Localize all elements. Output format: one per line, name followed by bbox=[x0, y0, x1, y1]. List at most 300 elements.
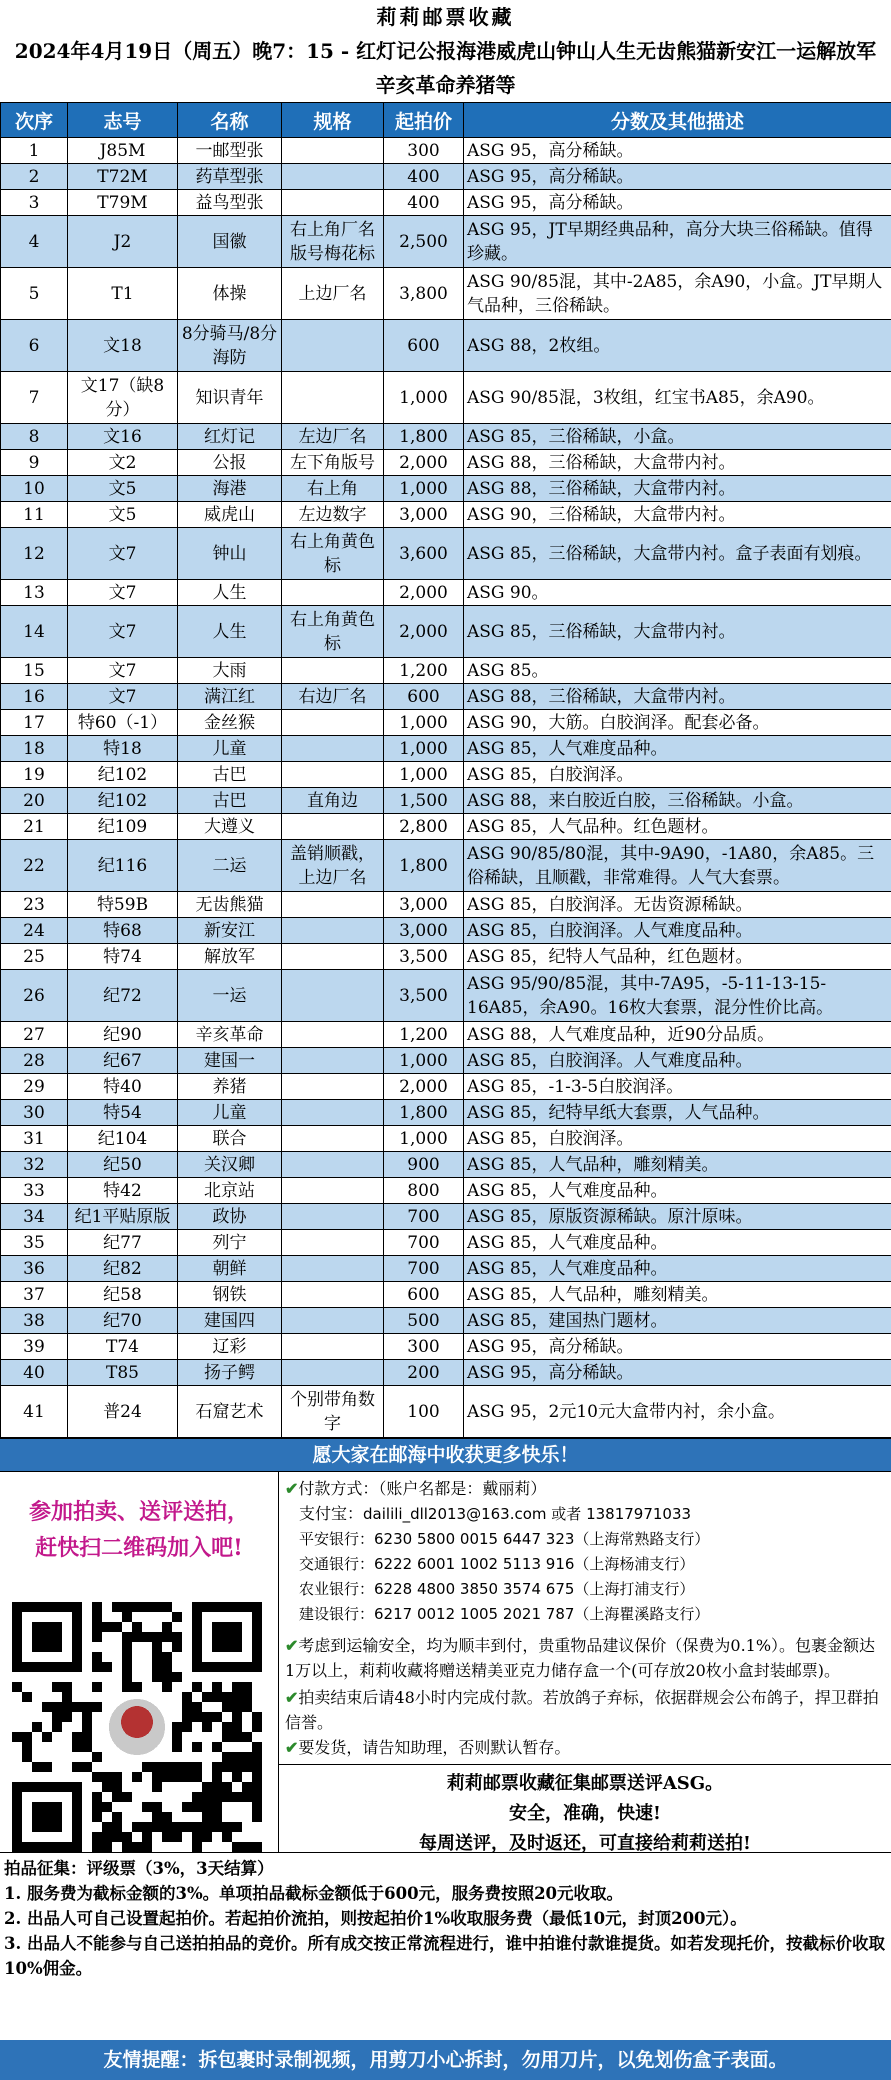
cell-spec bbox=[282, 1022, 384, 1048]
cell-name: 养猪 bbox=[178, 1074, 282, 1100]
cell-price: 600 bbox=[384, 320, 464, 372]
rule-1: 1. 服务费为截标金额的3%。单项拍品截标金额低于600元，服务费按照20元收取。 bbox=[4, 1884, 624, 1903]
cell-code: 文2 bbox=[68, 450, 178, 476]
cell-name: 大雨 bbox=[178, 658, 282, 684]
cell-no: 22 bbox=[1, 840, 68, 892]
cell-name: 儿童 bbox=[178, 1100, 282, 1126]
wish-banner: 愿大家在邮海中收获更多快乐！ bbox=[0, 1438, 891, 1471]
cell-code: J85M bbox=[68, 138, 178, 164]
cell-name: 二运 bbox=[178, 840, 282, 892]
table-row bbox=[1, 970, 891, 1022]
cell-spec: 盖销顺戳，上边厂名 bbox=[282, 840, 384, 892]
cell-no: 23 bbox=[1, 892, 68, 918]
bank-branch: （上海杨浦支行） bbox=[574, 1555, 695, 1573]
cell-spec bbox=[282, 1334, 384, 1360]
qr-code-icon[interactable] bbox=[12, 1602, 262, 1852]
bank-name: 交通银行： bbox=[299, 1555, 375, 1573]
cell-name: 钢铁 bbox=[178, 1282, 282, 1308]
table-row bbox=[1, 502, 891, 528]
cell-no: 26 bbox=[1, 970, 68, 1022]
cell-price: 1,000 bbox=[384, 710, 464, 736]
cell-price: 1,000 bbox=[384, 736, 464, 762]
cell-code: 特60（-1） bbox=[68, 710, 178, 736]
cell-code: 文7 bbox=[68, 528, 178, 580]
cell-code: 特68 bbox=[68, 918, 178, 944]
cell-name: 金丝猴 bbox=[178, 710, 282, 736]
cell-name: 体操 bbox=[178, 268, 282, 320]
header bbox=[0, 0, 891, 102]
cell-code: T74 bbox=[68, 1334, 178, 1360]
table-row bbox=[1, 1126, 891, 1152]
payment-title: 付款方式：（账户名都是：戴丽莉） bbox=[298, 1479, 547, 1498]
payment-info bbox=[279, 1472, 891, 1764]
table-row bbox=[1, 1204, 891, 1230]
cell-desc: ASG 85，-1-3-5白胶润泽。 bbox=[464, 1074, 891, 1100]
cell-spec bbox=[282, 1100, 384, 1126]
cell-price: 100 bbox=[384, 1386, 464, 1438]
cell-name: 人生 bbox=[178, 606, 282, 658]
cell-name: 解放军 bbox=[178, 944, 282, 970]
cell-name: 无齿熊猫 bbox=[178, 892, 282, 918]
table-row bbox=[1, 1022, 891, 1048]
col-header-price: 起拍价 bbox=[384, 103, 464, 138]
cell-desc: ASG 90/85/80混，其中-9A90，-1A80，余A85。三俗稀缺，且顺戳，非常难得。人气大套票。 bbox=[464, 840, 891, 892]
table-row bbox=[1, 1282, 891, 1308]
cell-name: 北京站 bbox=[178, 1178, 282, 1204]
table-row bbox=[1, 1230, 891, 1256]
cell-code: T72M bbox=[68, 164, 178, 190]
bank-name: 农业银行： bbox=[299, 1580, 375, 1598]
cell-spec bbox=[282, 1256, 384, 1282]
cell-spec bbox=[282, 710, 384, 736]
alipay-account[interactable]: dailili_dll2013@163.com 或者 13817971033 bbox=[363, 1505, 692, 1523]
promo-panel bbox=[0, 1472, 279, 1852]
rules-section bbox=[0, 1853, 891, 1984]
cell-spec: 右上角 bbox=[282, 476, 384, 502]
cell-no: 35 bbox=[1, 1230, 68, 1256]
cell-no: 33 bbox=[1, 1178, 68, 1204]
table-row bbox=[1, 190, 891, 216]
cell-no: 32 bbox=[1, 1152, 68, 1178]
cell-name: 红灯记 bbox=[178, 424, 282, 450]
cell-price: 600 bbox=[384, 684, 464, 710]
cell-code: J2 bbox=[68, 216, 178, 268]
table-row bbox=[1, 892, 891, 918]
table-row bbox=[1, 580, 891, 606]
cell-no: 2 bbox=[1, 164, 68, 190]
cell-desc: ASG 85，白胶润泽。 bbox=[464, 762, 891, 788]
cell-no: 12 bbox=[1, 528, 68, 580]
table-row bbox=[1, 944, 891, 970]
cell-no: 3 bbox=[1, 190, 68, 216]
cell-code: 纪109 bbox=[68, 814, 178, 840]
cell-no: 1 bbox=[1, 138, 68, 164]
cell-no: 10 bbox=[1, 476, 68, 502]
table-row bbox=[1, 216, 891, 268]
promo-line-2: 赶快扫二维码加入吧! bbox=[35, 1535, 243, 1561]
cell-code: 纪90 bbox=[68, 1022, 178, 1048]
bank-branch: （上海打浦支行） bbox=[574, 1580, 695, 1598]
cell-spec: 左下角版号 bbox=[282, 450, 384, 476]
table-row bbox=[1, 138, 891, 164]
cell-spec bbox=[282, 1204, 384, 1230]
cell-name: 关汉卿 bbox=[178, 1152, 282, 1178]
table-row bbox=[1, 736, 891, 762]
cell-name: 古巴 bbox=[178, 762, 282, 788]
cell-price: 1,000 bbox=[384, 476, 464, 502]
cell-price: 2,000 bbox=[384, 606, 464, 658]
table-row bbox=[1, 1256, 891, 1282]
cell-code: 纪82 bbox=[68, 1256, 178, 1282]
cell-desc: ASG 95，高分稀缺。 bbox=[464, 1334, 891, 1360]
table-row bbox=[1, 710, 891, 736]
table-row bbox=[1, 684, 891, 710]
cell-desc: ASG 85，人气品种。红色题材。 bbox=[464, 814, 891, 840]
cell-desc: ASG 85，三俗稀缺，大盒带内衬。盒子表面有划痕。 bbox=[464, 528, 891, 580]
bank-item bbox=[285, 1577, 885, 1602]
cell-spec bbox=[282, 1074, 384, 1100]
cell-desc: ASG 90，三俗稀缺，大盒带内衬。 bbox=[464, 502, 891, 528]
cell-no: 9 bbox=[1, 450, 68, 476]
cell-spec bbox=[282, 164, 384, 190]
cell-no: 31 bbox=[1, 1126, 68, 1152]
cell-price: 800 bbox=[384, 1178, 464, 1204]
table-row bbox=[1, 268, 891, 320]
cell-no: 8 bbox=[1, 424, 68, 450]
table-row bbox=[1, 762, 891, 788]
cell-name: 威虎山 bbox=[178, 502, 282, 528]
cell-desc: ASG 85，人气品种，雕刻精美。 bbox=[464, 1282, 891, 1308]
cell-no: 17 bbox=[1, 710, 68, 736]
cell-desc: ASG 95，2元10元大盒带内衬，余小盒。 bbox=[464, 1386, 891, 1438]
cell-spec bbox=[282, 944, 384, 970]
table-row bbox=[1, 1048, 891, 1074]
cell-code: T79M bbox=[68, 190, 178, 216]
table-row bbox=[1, 528, 891, 580]
cell-code: 文18 bbox=[68, 320, 178, 372]
cell-desc: ASG 95/90/85混，其中-7A95，-5-11-13-15-16A85，余A90。16枚大套票，混分性价比高。 bbox=[464, 970, 891, 1022]
cell-name: 政协 bbox=[178, 1204, 282, 1230]
cell-no: 19 bbox=[1, 762, 68, 788]
bank-account[interactable]: 6230 5800 0015 6447 323 bbox=[374, 1530, 575, 1548]
cell-code: 纪50 bbox=[68, 1152, 178, 1178]
col-header-spec: 规格 bbox=[282, 103, 384, 138]
asg-line-1: 莉莉邮票收藏征集邮票送评ASG。 bbox=[446, 1773, 724, 1794]
cell-desc: ASG 88，人气难度品种，近90分品质。 bbox=[464, 1022, 891, 1048]
cell-price: 1,000 bbox=[384, 372, 464, 424]
table-row bbox=[1, 918, 891, 944]
cell-no: 14 bbox=[1, 606, 68, 658]
bank-item bbox=[285, 1602, 885, 1627]
cell-no: 40 bbox=[1, 1360, 68, 1386]
cell-desc: ASG 88，三俗稀缺，大盒带内衬。 bbox=[464, 684, 891, 710]
cell-code: 普24 bbox=[68, 1386, 178, 1438]
cell-spec bbox=[282, 1178, 384, 1204]
bank-name: 平安银行： bbox=[299, 1530, 375, 1548]
cell-spec bbox=[282, 1048, 384, 1074]
cell-code: 特59B bbox=[68, 892, 178, 918]
bank-branch: （上海瞿溪路支行） bbox=[574, 1605, 710, 1623]
cell-no: 21 bbox=[1, 814, 68, 840]
cell-name: 大遵义 bbox=[178, 814, 282, 840]
cell-no: 18 bbox=[1, 736, 68, 762]
cell-price: 300 bbox=[384, 1334, 464, 1360]
col-header-name: 名称 bbox=[178, 103, 282, 138]
cell-price: 200 bbox=[384, 1360, 464, 1386]
cell-spec: 上边厂名 bbox=[282, 268, 384, 320]
cell-price: 3,500 bbox=[384, 944, 464, 970]
check-icon: ✔ bbox=[285, 1479, 299, 1498]
cell-price: 400 bbox=[384, 164, 464, 190]
cell-no: 13 bbox=[1, 580, 68, 606]
cell-desc: ASG 88，来白胶近白胶，三俗稀缺。小盒。 bbox=[464, 788, 891, 814]
cell-price: 1,800 bbox=[384, 840, 464, 892]
cell-no: 7 bbox=[1, 372, 68, 424]
col-header-no: 次序 bbox=[1, 103, 68, 138]
cell-desc: ASG 85，人气难度品种。 bbox=[464, 736, 891, 762]
bank-item bbox=[285, 1527, 885, 1552]
cell-code: 文16 bbox=[68, 424, 178, 450]
cell-spec: 右上角厂名版号梅花标 bbox=[282, 216, 384, 268]
cell-code: 特40 bbox=[68, 1074, 178, 1100]
cell-desc: ASG 95，高分稀缺。 bbox=[464, 190, 891, 216]
cell-spec bbox=[282, 320, 384, 372]
cell-no: 27 bbox=[1, 1022, 68, 1048]
cell-spec bbox=[282, 138, 384, 164]
cell-name: 一运 bbox=[178, 970, 282, 1022]
col-header-code: 志号 bbox=[68, 103, 178, 138]
cell-no: 30 bbox=[1, 1100, 68, 1126]
footer-reminder: 友情提醒：拆包裹时录制视频，用剪刀小心拆封，勿用刀片，以免划伤盒子表面。 bbox=[0, 2040, 891, 2080]
cell-desc: ASG 95，高分稀缺。 bbox=[464, 164, 891, 190]
cell-name: 扬子鳄 bbox=[178, 1360, 282, 1386]
cell-code: 文5 bbox=[68, 502, 178, 528]
cell-price: 3,600 bbox=[384, 528, 464, 580]
table-row bbox=[1, 476, 891, 502]
cell-spec: 左边厂名 bbox=[282, 424, 384, 450]
table-row bbox=[1, 1308, 891, 1334]
bank-branch: （上海常熟路支行） bbox=[574, 1530, 710, 1548]
page-title: 莉莉邮票收藏 bbox=[376, 5, 515, 29]
cell-price: 2,000 bbox=[384, 450, 464, 476]
bank-account[interactable]: 6222 6001 1002 5113 916 bbox=[374, 1555, 575, 1573]
cell-no: 34 bbox=[1, 1204, 68, 1230]
cell-code: 文7 bbox=[68, 606, 178, 658]
cell-name: 联合 bbox=[178, 1126, 282, 1152]
cell-no: 29 bbox=[1, 1074, 68, 1100]
cell-code: 文5 bbox=[68, 476, 178, 502]
cell-price: 1,800 bbox=[384, 1100, 464, 1126]
table-row bbox=[1, 1100, 891, 1126]
cell-name: 公报 bbox=[178, 450, 282, 476]
rule-2: 2. 出品人可自己设置起拍价。若起拍价流拍，则按起拍价1%收取服务费（最低10元，封顶200元）。 bbox=[4, 1909, 747, 1928]
cell-spec bbox=[282, 814, 384, 840]
table-header-row bbox=[1, 103, 891, 138]
cell-no: 41 bbox=[1, 1386, 68, 1438]
cell-no: 36 bbox=[1, 1256, 68, 1282]
cell-price: 1,000 bbox=[384, 1126, 464, 1152]
cell-spec bbox=[282, 190, 384, 216]
cell-spec bbox=[282, 970, 384, 1022]
cell-name: 辽彩 bbox=[178, 1334, 282, 1360]
cell-desc: ASG 85，白胶润泽。 bbox=[464, 1126, 891, 1152]
cell-desc: ASG 90。 bbox=[464, 580, 891, 606]
cell-name: 辛亥革命 bbox=[178, 1022, 282, 1048]
cell-price: 1,200 bbox=[384, 1022, 464, 1048]
promo-line-1: 参加拍卖、送评送拍， bbox=[28, 1499, 249, 1525]
cell-spec bbox=[282, 892, 384, 918]
cell-spec: 右边厂名 bbox=[282, 684, 384, 710]
table-row bbox=[1, 1178, 891, 1204]
cell-spec: 右上角黄色标 bbox=[282, 528, 384, 580]
cell-name: 列宁 bbox=[178, 1230, 282, 1256]
cell-code: 纪70 bbox=[68, 1308, 178, 1334]
cell-spec bbox=[282, 762, 384, 788]
cell-price: 2,000 bbox=[384, 1074, 464, 1100]
cell-price: 500 bbox=[384, 1308, 464, 1334]
cell-code: 纪102 bbox=[68, 788, 178, 814]
cell-no: 4 bbox=[1, 216, 68, 268]
cell-name: 8分骑马/8分海防 bbox=[178, 320, 282, 372]
cell-spec bbox=[282, 1152, 384, 1178]
cell-price: 1,200 bbox=[384, 658, 464, 684]
table-row bbox=[1, 450, 891, 476]
cell-desc: ASG 88，三俗稀缺，大盒带内衬。 bbox=[464, 476, 891, 502]
table-row bbox=[1, 1074, 891, 1100]
cell-price: 1,800 bbox=[384, 424, 464, 450]
info-section bbox=[0, 1471, 891, 1853]
cell-spec: 直角边 bbox=[282, 788, 384, 814]
cell-desc: ASG 90/85混，3枚组，红宝书A85，余A90。 bbox=[464, 372, 891, 424]
promo-text bbox=[0, 1494, 278, 1566]
cell-desc: ASG 85，三俗稀缺，小盒。 bbox=[464, 424, 891, 450]
cell-spec bbox=[282, 658, 384, 684]
cell-no: 39 bbox=[1, 1334, 68, 1360]
cell-code: 文17（缺8分） bbox=[68, 372, 178, 424]
table-row bbox=[1, 840, 891, 892]
cell-name: 儿童 bbox=[178, 736, 282, 762]
bank-item bbox=[285, 1552, 885, 1577]
cell-spec bbox=[282, 1282, 384, 1308]
cell-name: 建国一 bbox=[178, 1048, 282, 1074]
table-row bbox=[1, 788, 891, 814]
cell-price: 300 bbox=[384, 138, 464, 164]
bank-list bbox=[285, 1527, 885, 1627]
cell-no: 28 bbox=[1, 1048, 68, 1074]
cell-spec bbox=[282, 1360, 384, 1386]
cell-name: 新安江 bbox=[178, 918, 282, 944]
table-row bbox=[1, 1334, 891, 1360]
auction-table bbox=[0, 102, 891, 1438]
cell-spec bbox=[282, 918, 384, 944]
cell-price: 2,500 bbox=[384, 216, 464, 268]
cell-code: 纪67 bbox=[68, 1048, 178, 1074]
cell-spec: 个别带角数字 bbox=[282, 1386, 384, 1438]
cell-price: 600 bbox=[384, 1282, 464, 1308]
cell-name: 知识青年 bbox=[178, 372, 282, 424]
cell-desc: ASG 85，原版资源稀缺。原汁原味。 bbox=[464, 1204, 891, 1230]
cell-name: 国徽 bbox=[178, 216, 282, 268]
cell-name: 古巴 bbox=[178, 788, 282, 814]
cell-no: 25 bbox=[1, 944, 68, 970]
cell-name: 药草型张 bbox=[178, 164, 282, 190]
page-subtitle: 2024年4月19日（周五）晚7：15 - 红灯记公报海港威虎山钟山人生无齿熊猫新安江一运解放军辛亥革命养猪等 bbox=[14, 39, 877, 97]
cell-no: 6 bbox=[1, 320, 68, 372]
cell-spec bbox=[282, 1126, 384, 1152]
cell-name: 满江红 bbox=[178, 684, 282, 710]
cell-code: 纪1平贴原版 bbox=[68, 1204, 178, 1230]
cell-desc: ASG 85，人气难度品种。 bbox=[464, 1256, 891, 1282]
cell-name: 朝鲜 bbox=[178, 1256, 282, 1282]
cell-price: 3,000 bbox=[384, 918, 464, 944]
cell-desc: ASG 85，人气品种，雕刻精美。 bbox=[464, 1152, 891, 1178]
payment-panel bbox=[279, 1472, 891, 1852]
cell-desc: ASG 85，白胶润泽。人气难度品种。 bbox=[464, 918, 891, 944]
cell-price: 700 bbox=[384, 1230, 464, 1256]
cell-desc: ASG 88，三俗稀缺，大盒带内衬。 bbox=[464, 450, 891, 476]
cell-no: 11 bbox=[1, 502, 68, 528]
table-row bbox=[1, 658, 891, 684]
shipping-request-note: 要发货，请告知助理，否则默认暂存。 bbox=[298, 1738, 571, 1757]
cell-price: 1,000 bbox=[384, 762, 464, 788]
cell-price: 3,000 bbox=[384, 892, 464, 918]
cell-price: 700 bbox=[384, 1256, 464, 1282]
check-icon: ✔ bbox=[285, 1688, 299, 1707]
cell-price: 700 bbox=[384, 1204, 464, 1230]
shipping-note: 考虑到运输安全，均为顺丰到付，贵重物品建议保价（保费为0.1%）。包裹金额达1万以上，莉莉收藏将赠送精美亚克力储存盒一个(可存放20枚小盒封装邮票)。 bbox=[285, 1636, 876, 1680]
cell-desc: ASG 85，纪特早纸大套票，人气品种。 bbox=[464, 1100, 891, 1126]
cell-code: 特42 bbox=[68, 1178, 178, 1204]
cell-price: 1,000 bbox=[384, 1048, 464, 1074]
table-row bbox=[1, 1360, 891, 1386]
bank-account[interactable]: 6217 0012 1005 2021 787 bbox=[374, 1605, 575, 1623]
cell-price: 1,500 bbox=[384, 788, 464, 814]
cell-code: 纪72 bbox=[68, 970, 178, 1022]
cell-price: 3,000 bbox=[384, 502, 464, 528]
cell-code: 纪102 bbox=[68, 762, 178, 788]
cell-code: 纪116 bbox=[68, 840, 178, 892]
payment-deadline-note: 拍卖结束后请48小时内完成付款。若放鸽子弃标，依据群规会公布鸽子，捍卫群拍信誉。 bbox=[285, 1688, 879, 1732]
cell-no: 5 bbox=[1, 268, 68, 320]
asg-section bbox=[279, 1764, 891, 1859]
table-row bbox=[1, 424, 891, 450]
cell-name: 人生 bbox=[178, 580, 282, 606]
cell-price: 3,800 bbox=[384, 268, 464, 320]
cell-no: 38 bbox=[1, 1308, 68, 1334]
rules-title: 拍品征集：评级票（3%，3天结算） bbox=[4, 1859, 274, 1878]
cell-desc: ASG 85，白胶润泽。无齿资源稀缺。 bbox=[464, 892, 891, 918]
cell-name: 一邮型张 bbox=[178, 138, 282, 164]
col-header-desc: 分数及其他描述 bbox=[464, 103, 891, 138]
bank-account[interactable]: 6228 4800 3850 3574 675 bbox=[374, 1580, 575, 1598]
cell-no: 16 bbox=[1, 684, 68, 710]
cell-code: 文7 bbox=[68, 684, 178, 710]
cell-desc: ASG 95，高分稀缺。 bbox=[464, 138, 891, 164]
cell-code: T85 bbox=[68, 1360, 178, 1386]
cell-spec bbox=[282, 1230, 384, 1256]
cell-price: 3,500 bbox=[384, 970, 464, 1022]
cell-no: 24 bbox=[1, 918, 68, 944]
cell-desc: ASG 85，人气难度品种。 bbox=[464, 1230, 891, 1256]
cell-no: 20 bbox=[1, 788, 68, 814]
cell-code: 纪104 bbox=[68, 1126, 178, 1152]
cell-spec: 右上角黄色标 bbox=[282, 606, 384, 658]
cell-code: 纪58 bbox=[68, 1282, 178, 1308]
cell-name: 海港 bbox=[178, 476, 282, 502]
cell-desc: ASG 85，人气难度品种。 bbox=[464, 1178, 891, 1204]
cell-code: T1 bbox=[68, 268, 178, 320]
cell-desc: ASG 85，三俗稀缺，大盒带内衬。 bbox=[464, 606, 891, 658]
